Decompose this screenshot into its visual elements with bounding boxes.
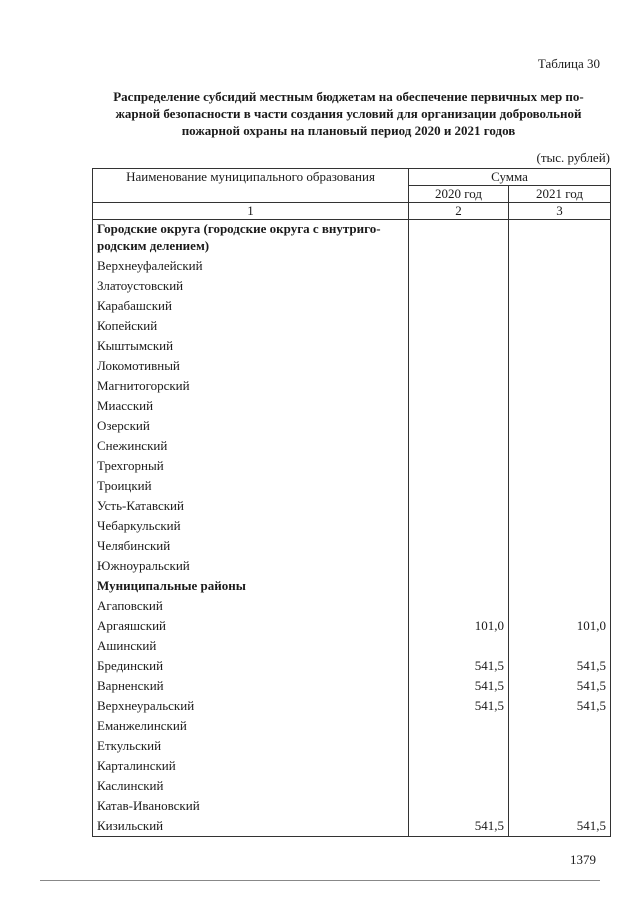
amount-2021 <box>509 516 611 536</box>
amount-2020 <box>409 556 509 576</box>
amount-2021 <box>509 476 611 496</box>
amount-2020 <box>409 220 509 257</box>
municipality-name: Южноуральский <box>93 556 409 576</box>
amount-2021: 541,5 <box>509 676 611 696</box>
page-number: 1379 <box>570 852 596 867</box>
table-row <box>93 376 611 396</box>
municipality-name: Ашинский <box>93 636 409 656</box>
amount-2021 <box>509 336 611 356</box>
table-row <box>93 696 611 716</box>
amount-2021 <box>509 496 611 516</box>
amount-2020: 541,5 <box>409 656 509 676</box>
municipality-name: Снежинский <box>93 436 409 456</box>
table-row <box>93 276 611 296</box>
document-title: Распределение субсидий местным бюджетам на обеспечение первичных мер по-жарной безопасности в части создания условий для организации добровольной пожарной охраны на плановый период 2020 и 2021 годов <box>113 89 584 138</box>
amount-2020 <box>409 476 509 496</box>
amount-2021 <box>509 276 611 296</box>
amount-2021 <box>509 296 611 316</box>
amount-2020 <box>409 796 509 816</box>
table-row <box>93 536 611 556</box>
municipality-name: Карталинский <box>93 756 409 776</box>
table-row <box>93 636 611 656</box>
municipality-name: Городские округа (городские округа с внутриго-родским делением) <box>93 220 409 257</box>
amount-2021 <box>509 576 611 596</box>
municipality-name: Озерский <box>93 416 409 436</box>
amount-2020 <box>409 256 509 276</box>
amount-2021 <box>509 220 611 257</box>
municipality-name: Усть-Катавский <box>93 496 409 516</box>
municipality-name: Еткульский <box>93 736 409 756</box>
header-year-2020: 2020 год <box>409 186 509 203</box>
header-sum: Сумма <box>409 169 611 186</box>
municipality-name: Верхнеуфалейский <box>93 256 409 276</box>
table-row <box>93 676 611 696</box>
municipality-name: Кизильский <box>93 816 409 837</box>
table-row <box>93 596 611 616</box>
municipality-name: Варненский <box>93 676 409 696</box>
amount-2020 <box>409 376 509 396</box>
municipality-name: Муниципальные районы <box>93 576 409 596</box>
amount-2020: 101,0 <box>409 616 509 636</box>
table-row <box>93 716 611 736</box>
amount-2020 <box>409 516 509 536</box>
amount-2020 <box>409 576 509 596</box>
amount-2021 <box>509 736 611 756</box>
amount-2020 <box>409 316 509 336</box>
subsidy-table <box>92 168 611 837</box>
municipality-name: Агаповский <box>93 596 409 616</box>
column-number: 3 <box>509 203 611 220</box>
municipality-name: Кыштымский <box>93 336 409 356</box>
column-number: 1 <box>93 203 409 220</box>
municipality-name: Чебаркульский <box>93 516 409 536</box>
amount-2020 <box>409 496 509 516</box>
table-row <box>93 396 611 416</box>
amount-2020: 541,5 <box>409 816 509 837</box>
municipality-name: Верхнеуральский <box>93 696 409 716</box>
amount-2020 <box>409 436 509 456</box>
amount-2020 <box>409 596 509 616</box>
amount-2021 <box>509 716 611 736</box>
amount-2020 <box>409 456 509 476</box>
amount-2021 <box>509 356 611 376</box>
table-row <box>93 556 611 576</box>
amount-2020 <box>409 736 509 756</box>
municipality-name: Трехгорный <box>93 456 409 476</box>
amount-2021 <box>509 756 611 776</box>
column-numbers-row <box>93 203 611 220</box>
table-row <box>93 436 611 456</box>
amount-2021 <box>509 596 611 616</box>
table-row <box>93 736 611 756</box>
table-row <box>93 496 611 516</box>
table-row <box>93 796 611 816</box>
table-row <box>93 516 611 536</box>
amount-2020 <box>409 276 509 296</box>
municipality-name: Брединский <box>93 656 409 676</box>
amount-2021 <box>509 376 611 396</box>
municipality-name: Карабашский <box>93 296 409 316</box>
table-row <box>93 296 611 316</box>
amount-2020 <box>409 716 509 736</box>
footer-rule <box>40 880 600 881</box>
amount-2020 <box>409 356 509 376</box>
amount-2021 <box>509 636 611 656</box>
table-row <box>93 776 611 796</box>
table-row <box>93 616 611 636</box>
table-row <box>93 220 611 257</box>
header-name-column: Наименование муниципального образования <box>93 169 409 203</box>
amount-2020 <box>409 336 509 356</box>
table-row <box>93 316 611 336</box>
table-row <box>93 816 611 837</box>
amount-2021 <box>509 436 611 456</box>
amount-2021 <box>509 256 611 276</box>
amount-2020 <box>409 296 509 316</box>
amount-2021 <box>509 776 611 796</box>
table-row <box>93 256 611 276</box>
municipality-name: Троицкий <box>93 476 409 496</box>
amount-2020 <box>409 396 509 416</box>
column-number: 2 <box>409 203 509 220</box>
amount-2021: 101,0 <box>509 616 611 636</box>
table-row <box>93 656 611 676</box>
amount-2021: 541,5 <box>509 816 611 837</box>
municipality-name: Копейский <box>93 316 409 336</box>
municipality-name: Аргаяшский <box>93 616 409 636</box>
amount-2021 <box>509 536 611 556</box>
table-number: Таблица 30 <box>537 56 600 71</box>
municipality-name: Каслинский <box>93 776 409 796</box>
amount-2021: 541,5 <box>509 656 611 676</box>
table-row <box>93 476 611 496</box>
header-row <box>93 169 611 186</box>
table-row <box>93 456 611 476</box>
amount-2020 <box>409 536 509 556</box>
amount-2021 <box>509 396 611 416</box>
amount-2021 <box>509 316 611 336</box>
municipality-name: Златоустовский <box>93 276 409 296</box>
amount-2021 <box>509 456 611 476</box>
amount-2020 <box>409 776 509 796</box>
amount-2021: 541,5 <box>509 696 611 716</box>
amount-2020 <box>409 416 509 436</box>
amount-2020 <box>409 756 509 776</box>
amount-2020 <box>409 636 509 656</box>
header-year-2021: 2021 год <box>509 186 611 203</box>
amount-2021 <box>509 556 611 576</box>
municipality-name: Магнитогорский <box>93 376 409 396</box>
table-row <box>93 576 611 596</box>
municipality-name: Челябинский <box>93 536 409 556</box>
table-row <box>93 336 611 356</box>
units-label: (тыс. рублей) <box>536 150 610 165</box>
table-row <box>93 356 611 376</box>
municipality-name: Еманжелинский <box>93 716 409 736</box>
municipality-name: Локомотивный <box>93 356 409 376</box>
municipality-name: Миасский <box>93 396 409 416</box>
table-row <box>93 416 611 436</box>
amount-2020: 541,5 <box>409 696 509 716</box>
amount-2020: 541,5 <box>409 676 509 696</box>
amount-2021 <box>509 416 611 436</box>
amount-2021 <box>509 796 611 816</box>
table-row <box>93 756 611 776</box>
municipality-name: Катав-Ивановский <box>93 796 409 816</box>
